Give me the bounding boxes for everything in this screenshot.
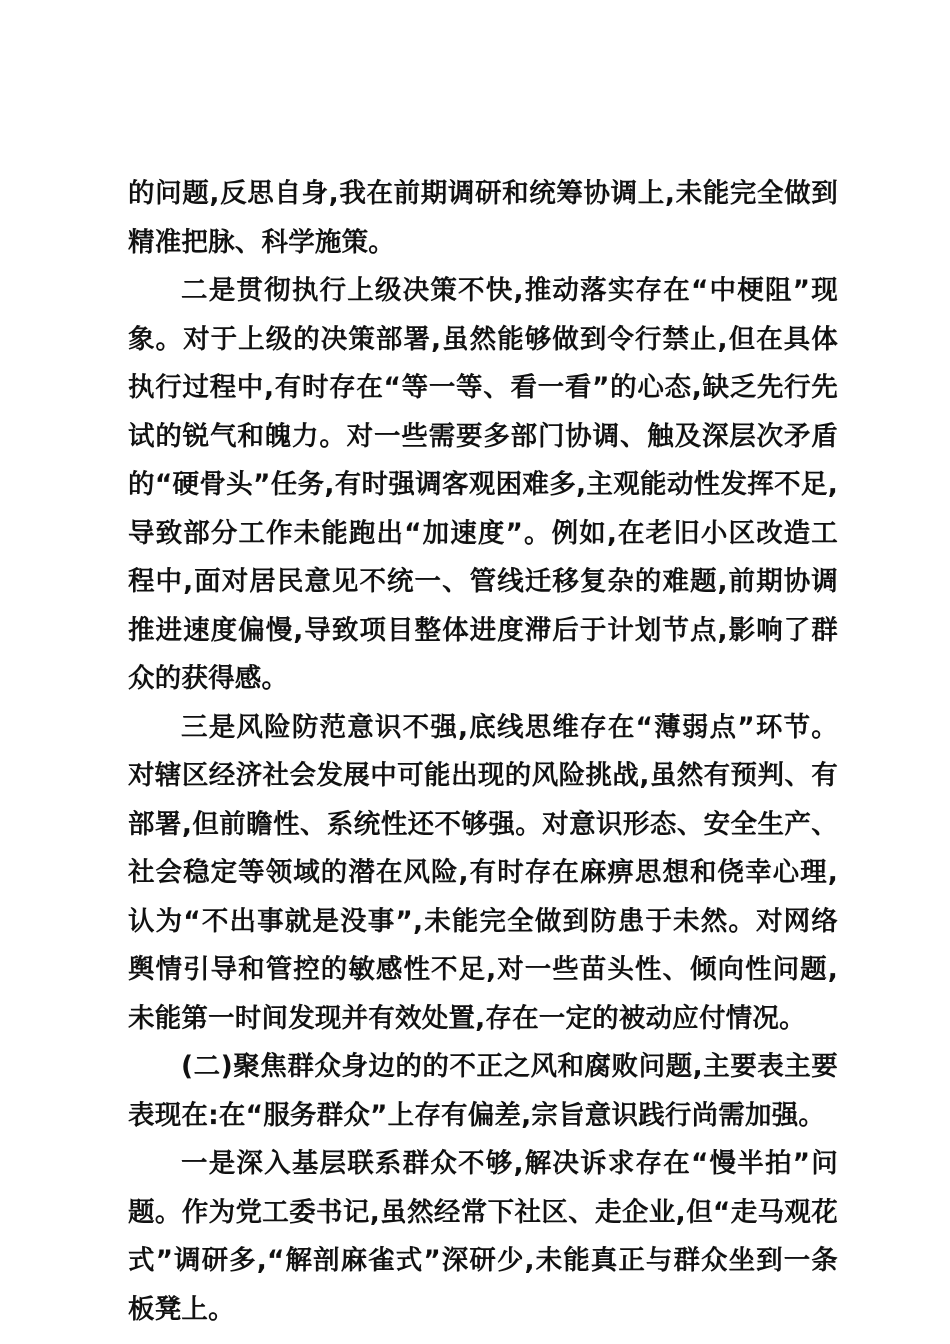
paragraph-point-one: 一是深入基层联系群众不够,解决诉求存在“慢半拍”问题。作为党工委书记,虽然经常下社区、走企业,但“走马观花式”调研多,“解剖麻雀式”深研少,未能真正与群众坐到一条板凳上。 xyxy=(128,1148,838,1325)
paragraph-point-three: 三是风险防范意识不强,底线思维存在“薄弱点”环节。对辖区经济社会发展中可能出现的风险挑战,虽然有预判、有部署,但前瞻性、系统性还不够强。对意识形态、安全生产、社会稳定等领域的潜在风险,有时存在麻痹思想和侥幸心理,认为“不出事就是没事”,未能完全做到防患于未然。对网络舆情引导和管控的敏感性不足,对一些苗头性、倾向性问题,未能第一时间发现并有效处置,存在一定的被动应付情况。 xyxy=(128,711,838,1034)
paragraph-continuation: 的问题,反思自身,我在前期调研和统筹协调上,未能完全做到精准把脉、科学施策。 xyxy=(128,178,838,258)
section-heading-two: (二)聚焦群众身边的的不正之风和腐败问题,主要表主要表现在:在“服务群众”上存有偏差,宗旨意识践行尚需加强。 xyxy=(128,1051,838,1131)
document-page xyxy=(128,170,838,1334)
paragraph-point-two: 二是贯彻执行上级决策不快,推动落实存在“中梗阻”现象。对于上级的决策部署,虽然能够做到令行禁止,但在具体执行过程中,有时存在“等一等、看一看”的心态,缺乏先行先试的锐气和魄力。对一些需要多部门协调、触及深层次矛盾的“硬骨头”任务,有时强调客观困难多,主观能动性发挥不足,导致部分工作未能跑出“加速度”。例如,在老旧小区改造工程中,面对居民意见不统一、管线迁移复杂的难题,前期协调推进速度偏慢,导致项目整体进度滞后于计划节点,影响了群众的获得感。 xyxy=(128,275,838,694)
